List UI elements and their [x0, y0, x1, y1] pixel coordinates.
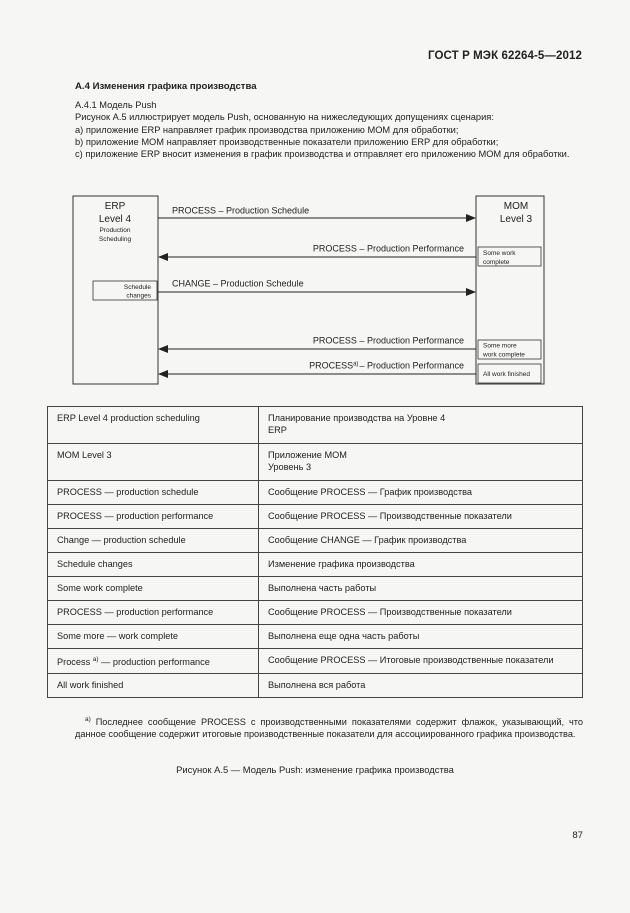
term-en: ERP Level 4 production scheduling — [48, 407, 259, 444]
intro-text: Рисунок А.5 иллюстрирует модель Push, основанную на нижеследующих допущениях сценария: — [75, 112, 494, 123]
note-some-work-1: Some work — [483, 250, 516, 257]
term-ru: Выполнена часть работы — [259, 577, 583, 601]
table-row — [48, 625, 583, 649]
note-some-more-2: work complete — [483, 351, 525, 359]
erp-title: ERP — [104, 201, 126, 212]
erp-level: Level 4 — [98, 214, 132, 225]
table-row — [48, 407, 583, 444]
terms-table — [47, 406, 583, 698]
erp-sub1: Production — [99, 227, 131, 234]
erp-sub2: Scheduling — [98, 236, 132, 243]
mom-level: Level 3 — [499, 214, 533, 225]
page-number: 87 — [572, 830, 583, 841]
term-en: Process $^{a)}$ — production performance — [48, 649, 259, 674]
table-row — [48, 444, 583, 481]
table-row — [48, 601, 583, 625]
term-en: PROCESS — production performance — [48, 505, 259, 529]
msg-process-performance-2: PROCESS – Production Performance — [312, 335, 464, 346]
term-ru: Сообщение PROCESS — Итоговые производственные показатели — [259, 649, 583, 674]
schedule-changes-label-2: changes — [126, 292, 151, 300]
msg-process-performance-1: PROCESS – Production Performance — [312, 243, 464, 254]
table-row — [48, 481, 583, 505]
subsection-title: А.4.1 Модель Push — [75, 100, 157, 110]
term-ru: Сообщение PROCESS — Производственные показатели — [259, 601, 583, 625]
note-some-more-1: Some more — [483, 342, 517, 350]
standard-header: ГОСТ Р МЭК 62264-5—2012 — [428, 50, 582, 62]
term-en: All work finished — [48, 674, 259, 698]
table-row — [48, 529, 583, 553]
section-title: А.4 Изменения графика производства — [75, 81, 257, 92]
note-some-work-2: complete — [483, 259, 510, 266]
mom-title: MOM — [503, 201, 529, 212]
term-en: Some more — work complete — [48, 625, 259, 649]
term-en: Schedule changes — [48, 553, 259, 577]
msg-process-performance-final: PROCESS$^{a)}$– Production Performance — [309, 360, 464, 371]
term-ru: Сообщение CHANGE — График производства — [259, 529, 583, 553]
term-ru: Выполнена вся работа — [259, 674, 583, 698]
msg-process-schedule: PROCESS – Production Schedule — [172, 205, 310, 216]
term-ru: Изменение графика производства — [259, 553, 583, 577]
term-ru: Сообщение PROCESS — Производственные показатели — [259, 505, 583, 529]
table-row — [48, 553, 583, 577]
term-en: PROCESS — production schedule — [48, 481, 259, 505]
term-ru: Выполнена еще одна часть работы — [259, 625, 583, 649]
msg-change-schedule: CHANGE – Production Schedule — [172, 278, 304, 289]
list-item-c: c) приложение ERP вносит изменения в график производства и отправляет его приложению MOM для обработки. — [75, 149, 570, 160]
push-model-diagram — [0, 0, 630, 400]
table-row — [48, 649, 583, 674]
schedule-changes-label-1: Schedule — [123, 284, 151, 291]
footnote — [75, 714, 583, 741]
footnote-mark: a) — [84, 716, 91, 723]
term-en: PROCESS — production performance — [48, 601, 259, 625]
list-item-b: b) приложение MOM направляет производственные показатели приложению ERP для обработки; — [75, 136, 499, 147]
figure-caption: Рисунок А.5 — Модель Push: изменение графика производства — [176, 764, 454, 775]
term-ru: Сообщение PROCESS — График производства — [259, 481, 583, 505]
term-en: MOM Level 3 — [48, 444, 259, 481]
term-en: Some work complete — [48, 577, 259, 601]
note-all-finished: All work finished — [483, 371, 530, 378]
table-row — [48, 577, 583, 601]
list-item-a: а) приложение ERP направляет график производства приложению MOM для обработки; — [75, 124, 459, 135]
table-row — [48, 674, 583, 698]
table-row — [48, 505, 583, 529]
term-ru: Приложение MOM Уровень 3 — [259, 444, 583, 481]
term-ru: Планирование производства на Уровне 4 ERP — [259, 407, 583, 444]
term-en: Change — production schedule — [48, 529, 259, 553]
footnote-text: Последнее сообщение PROCESS с производственными показателями содержит флажок, указывающий, что данное сообщение содержит итоговые производственные показатели для ассоциированного графика производства. — [75, 717, 583, 740]
